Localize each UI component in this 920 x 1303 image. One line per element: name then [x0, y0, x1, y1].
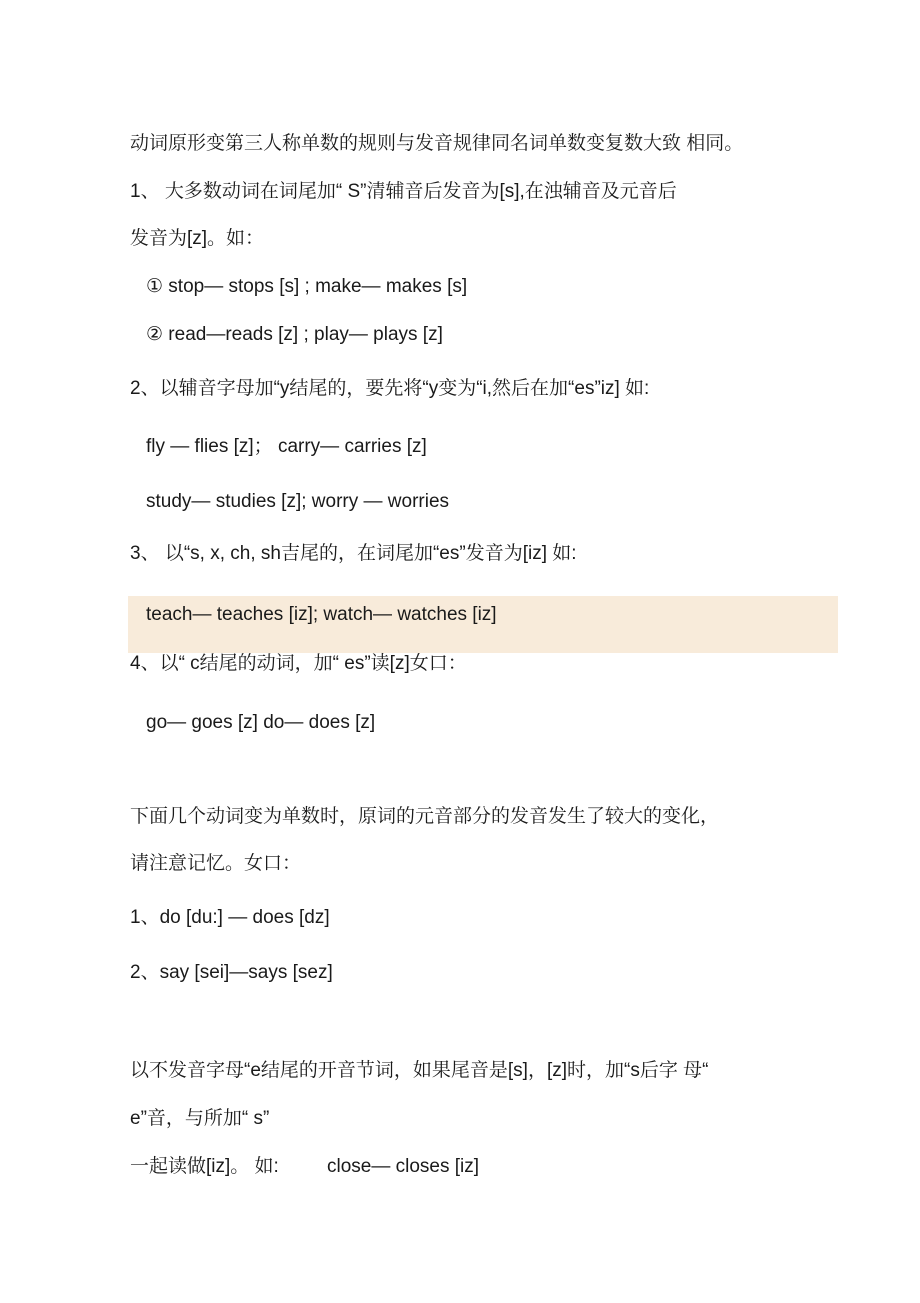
section2-line1: 下面几个动词变为单数时，原词的元音部分的发音发生了较大的变化， — [130, 806, 720, 827]
section3-line3-prefix: 一起读做[iz]。 如: — [130, 1156, 279, 1177]
rule2-example2: study— studies [z]; worry — worries — [146, 491, 450, 512]
rule1-line1: 1、 大多数动词在词尾加“ S”清辅音后发音为[s],在浊辅音及元音后 — [130, 181, 677, 202]
rule4-line1: 4、以“ c结尾的动词，加“ es”读[z]女口： — [130, 653, 467, 674]
section3-line2: e”音，与所加“ s” — [130, 1108, 270, 1129]
rule2-example1: fly — flies [z]； carry— carries [z] — [146, 436, 427, 457]
section2-item1: 1、do [du:] — does [dz] — [130, 907, 330, 928]
section2-line2: 请注意记忆。女口： — [130, 853, 302, 874]
intro-text: 动词原形变第三人称单数的规则与发音规律同名词单数变复数大致 相同。 — [130, 133, 744, 154]
section3-line1: 以不发音字母“e结尾的开音节词，如果尾音是[s]，[z]时，加“s后字 母“ — [130, 1060, 709, 1081]
rule3-line1: 3、 以“s, x, ch, sh吉尾的，在词尾加“es”发音为[iz] 如: — [130, 543, 577, 564]
rule3-example1: teach— teaches [iz]; watch— watches [iz] — [146, 604, 497, 625]
section2-item2: 2、say [sei]—says [sez] — [130, 962, 333, 983]
section3-line3-example: close— closes [iz] — [327, 1156, 480, 1177]
rule4-example1: go— goes [z] do— does [z] — [146, 712, 376, 733]
rule1-example1: ① stop— stops [s] ; make— makes [s] — [146, 276, 468, 297]
rule1-example2: ② read—reads [z] ; play— plays [z] — [146, 324, 443, 345]
rule2-line1: 2、以辅音字母加“y结尾的，要先将“y变为“i,然后在加“es”iz] 如: — [130, 378, 650, 399]
rule1-line2: 发音为[z]。如： — [130, 228, 265, 249]
